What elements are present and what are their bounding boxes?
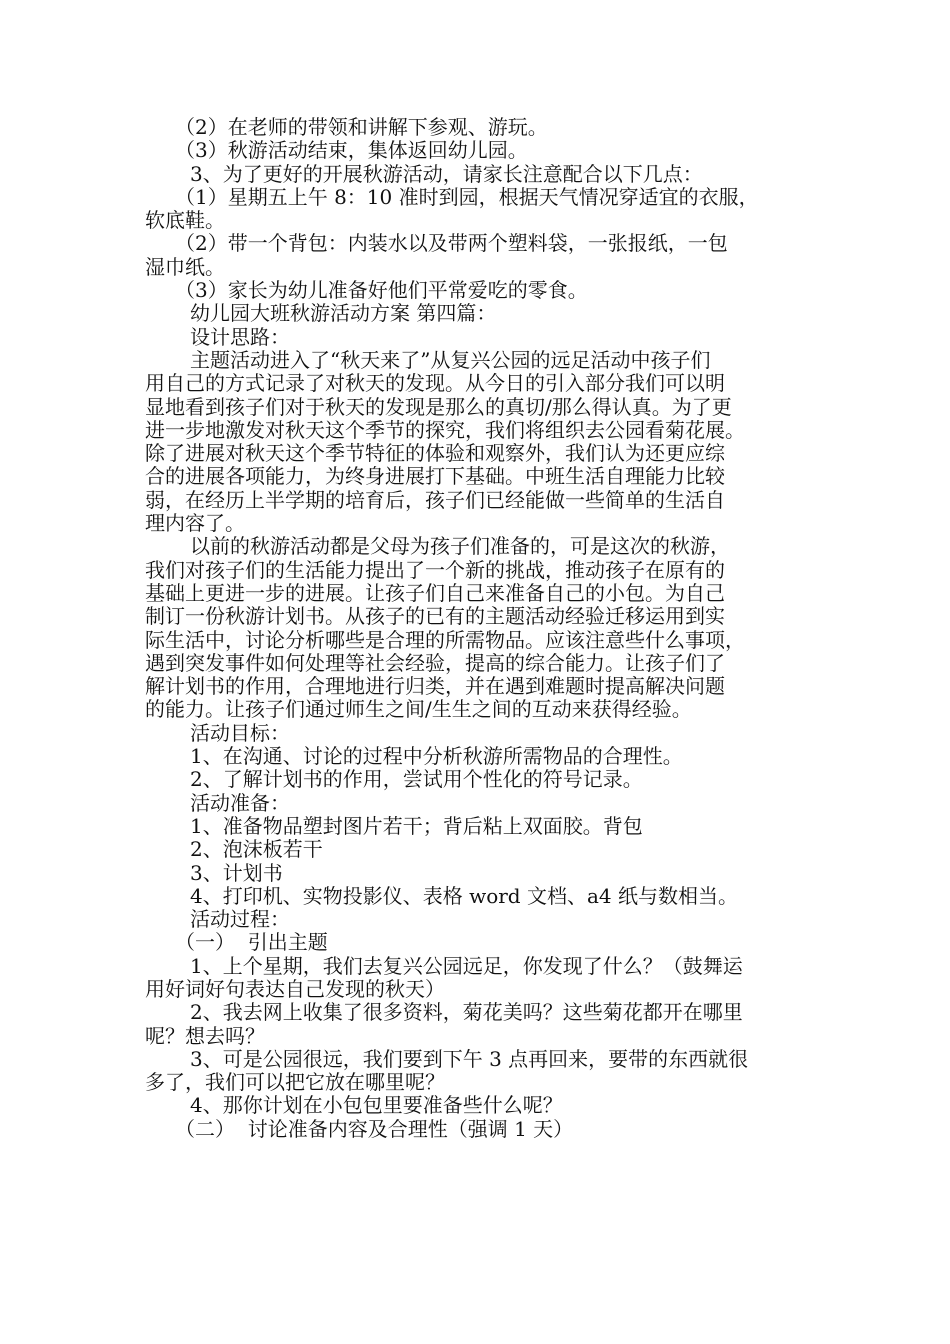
text-line: 用好词好句表达自己发现的秋天） — [145, 976, 445, 1001]
text-line: 合的进展各项能力，为终身进展打下基础。中班生活自理能力比较 — [145, 464, 725, 489]
text-line: （2）带一个背包：内装水以及带两个塑料袋，一张报纸，一包 — [175, 231, 728, 256]
text-line: 软底鞋。 — [145, 208, 225, 233]
text-line: 呢？想去吗？ — [145, 1023, 265, 1048]
text-line: 活动过程： — [190, 907, 290, 932]
text-line: 的能力。让孩子们通过师生之间/生生之间的互动来获得经验。 — [145, 697, 692, 722]
text-line: 主题活动进入了“秋天来了”从复兴公园的远足活动中孩子们 — [190, 347, 711, 372]
text-line: 基础上更进一步的进展。让孩子们自己来准备自己的小包。为自己 — [145, 580, 725, 605]
text-line: 解计划书的作用，合理地进行归类，并在遇到难题时提高解决问题 — [145, 674, 725, 699]
text-line: （2）在老师的带领和讲解下参观、游玩。 — [175, 115, 548, 139]
text-line: 1、在沟通、讨论的过程中分析秋游所需物品的合理性。 — [190, 744, 683, 769]
text-line: （二） 讨论准备内容及合理性（强调 1 天） — [175, 1116, 574, 1141]
text-line: 幼儿园大班秋游活动方案 第四篇： — [190, 301, 497, 326]
text-line: 除了进展对秋天这个季节特征的体验和观察外，我们认为还更应综 — [145, 441, 725, 466]
text-line: 我们对孩子们的生活能力提出了一个新的挑战，推动孩子在原有的 — [145, 557, 725, 582]
text-line: 2、泡沫板若干 — [190, 837, 323, 862]
text-line: 用自己的方式记录了对秋天的发现。从今日的引入部分我们可以明 — [145, 371, 725, 396]
text-line: 4、打印机、实物投影仪、表格 word 文档、a4 纸与数相当。 — [190, 883, 738, 908]
text-line: 4、那你计划在小包包里要准备些什么呢？ — [190, 1093, 563, 1118]
text-line: （3）秋游活动结束，集体返回幼儿园。 — [175, 138, 528, 163]
text-line: （3）家长为幼儿准备好他们平常爱吃的零食。 — [175, 278, 588, 303]
text-line: 理内容了。 — [145, 511, 245, 536]
document-body — [145, 116, 825, 1141]
text-line: 进一步地激发对秋天这个季节的探究，我们将组织去公园看菊花展。 — [145, 417, 745, 442]
text-line: 2、我去网上收集了很多资料，菊花美吗？这些菊花都开在哪里 — [190, 1000, 743, 1025]
text-line: 2、了解计划书的作用，尝试用个性化的符号记录。 — [190, 767, 643, 792]
text-line: 制订一份秋游计划书。从孩子的已有的主题活动经验迁移运用到实 — [145, 604, 725, 629]
text-line: 湿巾纸。 — [145, 254, 225, 279]
text-line: 以前的秋游活动都是父母为孩子们准备的，可是这次的秋游， — [190, 534, 730, 559]
text-line: 1、上个星期，我们去复兴公园远足，你发现了什么？（鼓舞运 — [190, 953, 743, 978]
text-line: 弱，在经历上半学期的培育后，孩子们已经能做一些简单的生活自 — [145, 487, 725, 512]
text-line: 3、可是公园很远，我们要到下午 3 点再回来，要带的东西就很 — [190, 1046, 749, 1071]
text-line: 遇到突发事件如何处理等社会经验，提高的综合能力。让孩子们了 — [145, 650, 725, 675]
text-line: 活动准备： — [190, 790, 290, 815]
text-line: 活动目标： — [190, 720, 290, 745]
text-line: 3、为了更好的开展秋游活动，请家长注意配合以下几点： — [190, 161, 703, 186]
text-line: （1）星期五上午 8：10 准时到园，根据天气情况穿适宜的衣服， — [175, 184, 759, 209]
text-line: （一） 引出主题 — [175, 930, 328, 955]
text-line: 1、准备物品塑封图片若干；背后粘上双面胶。背包 — [190, 813, 643, 838]
text-line: 际生活中，讨论分析哪些是合理的所需物品。应该注意些什么事项， — [145, 627, 745, 652]
text-line: 设计思路： — [190, 324, 290, 349]
text-line: 多了，我们可以把它放在哪里呢？ — [145, 1070, 445, 1095]
text-line: 3、计划书 — [190, 860, 283, 885]
text-line: 显地看到孩子们对于秋天的发现是那么的真切/那么得认真。为了更 — [145, 394, 732, 419]
